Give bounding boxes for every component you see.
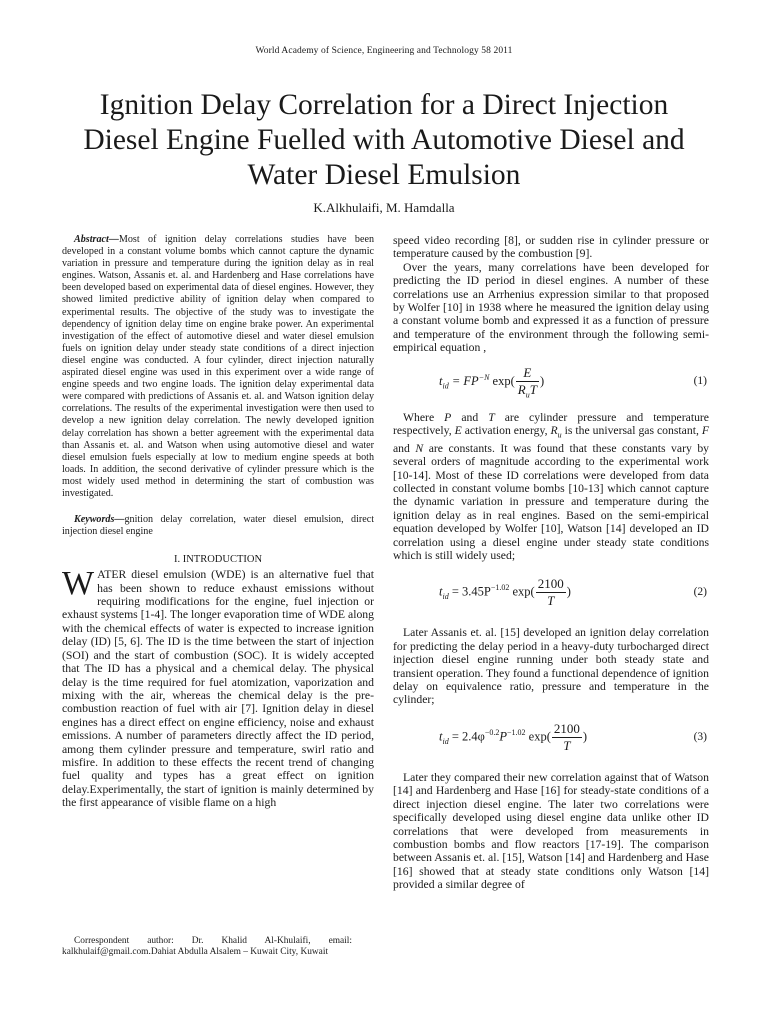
section-heading-introduction bbox=[62, 554, 374, 565]
title-line-1: Ignition Delay Correlation for a Direct Injection bbox=[99, 89, 669, 121]
drop-cap: W bbox=[62, 565, 95, 603]
equation-1 bbox=[393, 355, 709, 411]
journal-header: World Academy of Science, Engineering and Technology 58 2011 bbox=[255, 46, 513, 56]
keywords-text: gnition delay correlation, water diesel emulsion, direct injection diesel engine bbox=[62, 514, 374, 538]
equation-3 bbox=[393, 707, 709, 771]
paragraph-assanis: Later Assanis et. al. [15] developed an ignition delay correlation for predicting the delay period in a heavy-duty turbocharged direct injection diesel engine running under both steady state and transient operation. They found a functional dependence of ignition delay on equivalence ratio, pressure and temperature in the cylinder; bbox=[393, 626, 709, 707]
section-heading-start: I. I bbox=[173, 554, 187, 566]
equation-2 bbox=[393, 562, 709, 626]
title-line-2: Diesel Engine Fuelled with Automotive Diesel and bbox=[83, 124, 685, 156]
section-heading-rest: NTRODUCTION bbox=[186, 554, 263, 566]
equation-3-number: (3) bbox=[693, 730, 707, 743]
abstract-label: Abstract— bbox=[74, 234, 119, 245]
equation-3-fraction: $\frac{2100}{T}$ bbox=[553, 720, 580, 753]
equation-1-number: (1) bbox=[693, 374, 707, 387]
paragraph-comparison: Later they compared their new correlation against that of Watson [14] and Hardenberg and Hase [16] for steady-state conditions of a direct injection diesel engine. The later two correlations were specifically developed using diesel engine data unlike other ID correlations that were developed from measurements in combustion bombs and flow reactors [17-19]. The comparison between Assanis et. al. [15], Watson [14] and Hardenberg and Hase [16] showed that at steady state conditions only Watson [14] provided a similar degree of bbox=[393, 770, 709, 892]
equation-2-expression: $t_{id} = 3.45P^{-1.02}$ exp( $\frac{2100}{T}$ ) bbox=[439, 576, 571, 609]
intro-paragraph bbox=[62, 565, 374, 810]
keywords-label: Keywords— bbox=[74, 514, 125, 526]
paragraph-where: Where P and T are cylinder pressure and temperature respectively, E activation energy, $R_u$ is the universal gas constant, F and N are constants. It was found that these constants vary by several orders of magnitude according to the experimental work [10-14]. Most of these ID correlations were developed from data collected in constant volume bombs [10-13] which cannot capture the dynamic variation in pressure and temperature during the ignition delay as in real engines. Based on the semi-empirical equation developed by Wolfer [10], Watson [14] developed an ID correlation using a diesel engine under steady state conditions which is still widely used; bbox=[393, 410, 710, 563]
right-column bbox=[393, 234, 709, 892]
abstract bbox=[62, 234, 374, 500]
equation-1-expression: $t_{id} = FP^{-N}$ exp( $\frac{E}{R_uT}$ ) bbox=[439, 364, 545, 400]
intro-text: diesel emulsion (WDE) is an alternative fuel that has been shown to reduce exhaust emissions without requiring modifications for the engine, fuel injection or exhaust systems [1-4]. The longer evaporation time of WDE along with the chemical effects of water is expected to increase ignition delay (ID) [5, 6]. The ID is the time between the start of injection (SOI) and the start of combustion (SOC). It is widely accepted that The ID has a physical and a chemical delay. The physical delay is the time required for fuel atomization, vaporization and mixing with the air, whereas the chemical delay is the pre-combustion reaction of fuel with air [7]. Ignition delay in diesel engines has a direct effect on engine efficiency, noise and exhaust emissions. A number of parameters directly affect the ID period, among them cylinder pressure and temperature, swirl ratio and misfire. In addition to these effects the recent trend of changing fuel quality and types has a great effect on ignition delay.Experimentally, the start of ignition is mainly determined by the first appearance of visible flame on a high bbox=[62, 568, 374, 810]
authors: K.Alkhulaifi, M. Hamdalla bbox=[313, 200, 455, 215]
keywords bbox=[62, 514, 374, 538]
paragraph-correlations: Over the years, many correlations have been developed for predicting the ID period in diesel engines. A number of these correlations use an Arrhenius expression similar to that proposed by Wolfer [10] in 1938 where he measured the ignition delay using a constant volume bomb and expressed it as a function of pressure and temperature of the environment through the following semi-empirical equation , bbox=[393, 260, 709, 355]
title-line-3: Water Diesel Emulsion bbox=[247, 159, 521, 191]
equation-2-fraction: $\frac{2100}{T}$ bbox=[537, 576, 564, 609]
correspondence-footnote: Correspondent author: Dr. Khalid Al-Khulaifi, email: kalkhulaif@gmail.com.Dahiat Abdulla Alsalem – Kuwait City, Kuwait bbox=[62, 936, 352, 958]
equation-2-number: (2) bbox=[693, 586, 707, 599]
paper-title bbox=[40, 88, 728, 193]
first-word-rest: ATER bbox=[97, 568, 127, 582]
abstract-text: Most of ignition delay correlations studies have been developed in a constant volume bombs which cannot capture the dynamic variation in pressure and temperature during the ignition delay as in real engines. Watson, Assanis et. al. and Hardenberg and Hase correlations have been developed based on experimental data of diesel engines. However, they showed limited predictive ability of ignition delay when compared to experimental results. The objective of the study was to investigate the dependency of ignition delay time on engine brake power. An experimental investigation of the effect of automotive diesel and water diesel emulsion fuels on ignition delay under steady state conditions of a direct injection diesel engine was conducted. A four cylinder, direct injection naturally aspirated diesel engine was used in this experiment over a wide range of engine speeds and two engine loads. The ignition delay experimental data were compared with predictions of Assanis et. al. and Watson ignition delay correlations. The results of the experimental investigation were then used to develop a new ignition delay correlation. The newly developed ignition delay correlation has shown a better agreement with the experimental data than Assanis et. al. and Watson when using automotive diesel and water diesel emulsion fuels especially at low to medium engine speeds at both loads. In addition, the second derivative of cylinder pressure which is the most widely used method in determining the start of combustion was investigated. bbox=[62, 234, 374, 499]
paragraph-continued: speed video recording [8], or sudden rise in cylinder pressure or temperature caused by the combustion [9]. bbox=[393, 234, 709, 261]
left-column bbox=[62, 234, 374, 810]
equation-3-expression: $t_{id} = 2.4\varphi^{-0.2}P^{-1.02}$ exp( $\frac{2100}{T}$ ) bbox=[439, 720, 588, 753]
equation-1-fraction: $\frac{E}{R_uT}$ bbox=[517, 364, 537, 400]
